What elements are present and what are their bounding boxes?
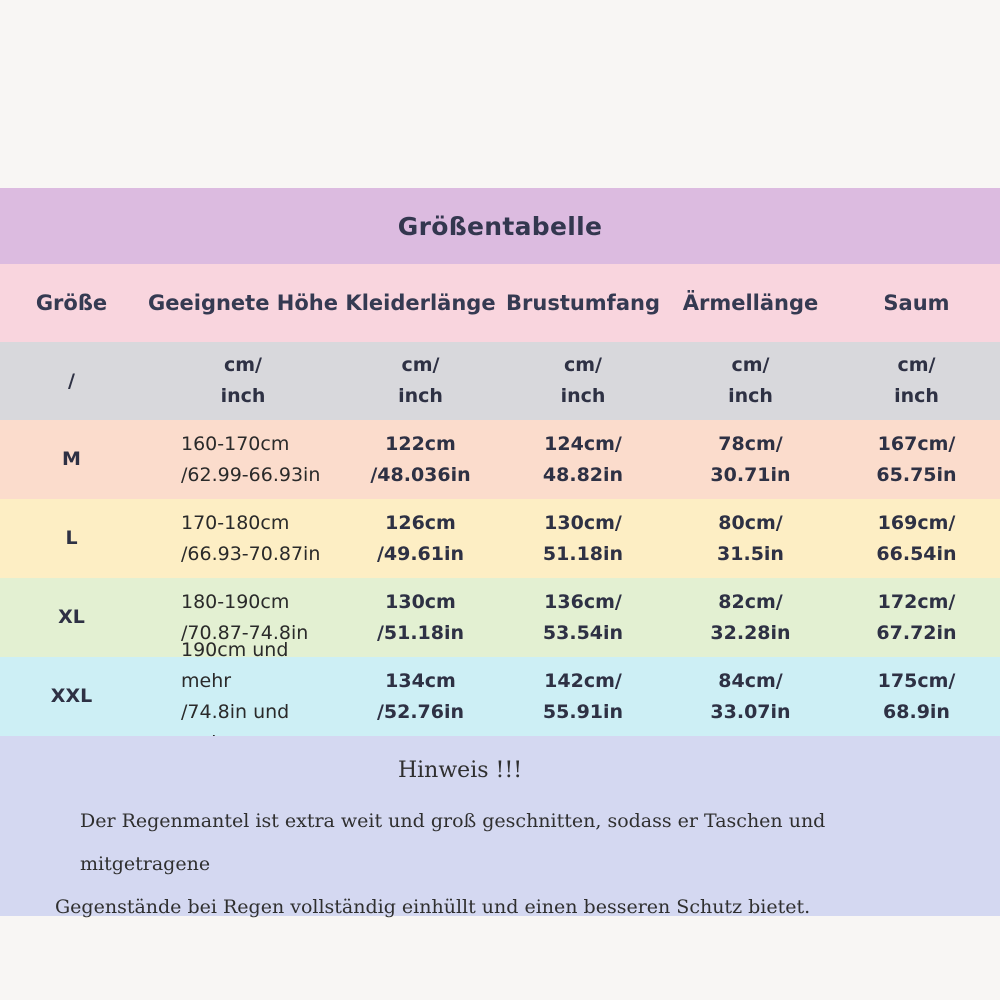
unit-length: cm/ inch <box>398 354 443 407</box>
sleeve-cell: 82cm/ 32.28in <box>710 590 791 644</box>
size-cell: XXL <box>50 685 93 707</box>
header-hem: Saum <box>883 290 950 315</box>
note-line-2: Gegenstände bei Regen vollständig einhüllt und einen besseren Schutz bietet. <box>55 896 811 918</box>
table-row <box>0 638 1000 736</box>
table-row <box>0 499 1000 578</box>
note-title: Hinweis !!! <box>397 758 523 783</box>
note-line-1: Der Regenmantel ist extra weit und groß geschnitten, sodass er Taschen und mitgetragene <box>80 810 826 875</box>
height-cell: 160-170cm /62.99-66.93in <box>181 432 321 486</box>
table-row <box>0 420 1000 499</box>
hem-cell: 175cm/ 68.9in <box>877 669 956 723</box>
length-cell: 130cm /51.18in <box>376 590 465 644</box>
header-size: Größe <box>35 290 108 315</box>
height-cell: 170-180cm /66.93-70.87in <box>181 511 321 565</box>
bust-cell: 136cm/ 53.54in <box>542 590 624 644</box>
hem-cell: 169cm/ 66.54in <box>876 511 957 565</box>
header-sleeve: Ärmellänge <box>682 290 819 315</box>
header-height: Geeignete Höhe <box>148 290 338 315</box>
chart-title: Größentabelle <box>397 211 603 241</box>
size-chart <box>0 188 1000 916</box>
hem-cell: 167cm/ 65.75in <box>876 432 957 486</box>
sleeve-cell: 78cm/ 30.71in <box>710 432 791 486</box>
bust-cell: 142cm/ 55.91in <box>542 669 624 723</box>
size-cell: M <box>62 448 81 470</box>
header-bust: Brustumfang <box>506 290 660 315</box>
sleeve-cell: 84cm/ 33.07in <box>710 669 791 723</box>
header-row <box>0 264 1000 342</box>
unit-hem: cm/ inch <box>894 354 939 407</box>
height-cell: 190cm und mehr /74.8in und <box>181 638 290 723</box>
unit-bust: cm/ inch <box>560 354 606 407</box>
note-band <box>0 736 1000 916</box>
unit-sleeve: cm/ inch <box>728 354 773 407</box>
header-length: Kleiderlänge <box>345 290 496 315</box>
hem-cell: 172cm/ 67.72in <box>876 590 957 644</box>
size-cell: XL <box>58 606 85 628</box>
unit-size: / <box>68 369 75 392</box>
height-cell: 180-190cm /70.87-74.8in <box>181 590 309 644</box>
length-cell: 122cm /48.036in <box>370 432 471 486</box>
sleeve-cell: 80cm/ 31.5in <box>717 511 784 565</box>
length-cell: 134cm /52.76in <box>376 669 465 723</box>
length-cell: 126cm /49.61in <box>376 511 465 565</box>
bust-cell: 130cm/ 51.18in <box>542 511 624 565</box>
bust-cell: 124cm/ 48.82in <box>542 432 624 486</box>
size-cell: L <box>65 527 78 549</box>
unit-row <box>0 342 1000 420</box>
unit-height: cm/ inch <box>220 354 266 407</box>
title-band <box>0 188 1000 264</box>
note-text <box>55 800 955 929</box>
